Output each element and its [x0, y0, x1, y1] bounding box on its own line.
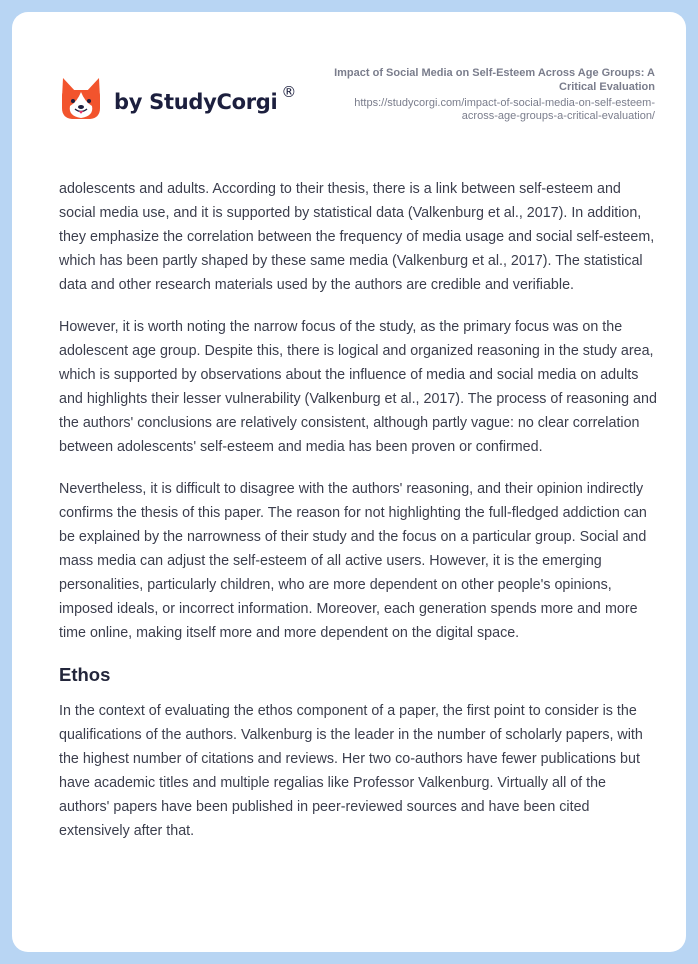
studycorgi-logo[interactable]: [60, 76, 296, 120]
page-header: [12, 12, 686, 162]
article-body: [59, 177, 659, 861]
logo-text: by StudyCorgi: [114, 90, 278, 114]
paragraph: However, it is worth noting the narrow focus of the study, as the primary focus was on the adolescent age group. Despite this, there is logical and organized reasoning in the study area, which is supported by observations about the influence of media and social media on adults and highlights their lesser vulnerability (Valkenburg et al., 2017). The process of reasoning and the authors' conclusions are relatively consistent, although partly vague: no clear correlation between adolescents' self-esteem and media has been proven or confirmed.: [59, 319, 657, 455]
paragraph: adolescents and adults. According to their thesis, there is a link between self-esteem and social media use, and it is supported by statistical data (Valkenburg et al., 2017). In addition, they emphasize the correlation between the frequency of media usage and social self-esteem, which has been partly shaped by these same media (Valkenburg et al., 2017). The statistical data and other research materials used by the authors are credible and verifiable.: [59, 181, 655, 293]
document-card: [12, 12, 686, 952]
registered-mark: ®: [281, 83, 297, 101]
corgi-logo-icon: [60, 76, 102, 120]
document-meta: [325, 66, 655, 123]
paragraph: In the context of evaluating the ethos component of a paper, the first point to consider is the qualifications of the authors. Valkenburg is the leader in the number of scholarly papers, with the highest number of citations and reviews. Her two co-authors have fewer publications but have academic titles and multiple regalias like Professor Valkenburg. Virtually all of the authors' papers have been published in peer-reviewed sources and have been cited extensively after that.: [59, 703, 643, 839]
document-url[interactable]: https://studycorgi.com/impact-of-social-media-on-self-esteem-across-age-groups-a-critical-evaluation/: [354, 97, 655, 122]
document-title: Impact of Social Media on Self-Esteem Across Age Groups: A Critical Evaluation: [334, 67, 655, 93]
section-heading-ethos: Ethos: [59, 664, 111, 685]
paragraph: Nevertheless, it is difficult to disagree with the authors' reasoning, and their opinion indirectly confirms the thesis of this paper. The reason for not highlighting the full-fledged addiction can be explained by the narrowness of their study and the focus on a particular group. Social and mass media can adjust the self-esteem of all active users. However, it is the emerging personalities, particularly children, who are more dependent on other people's opinions, imposed ideals, or incorrect information. Moreover, each generation spends more and more time online, making itself more and more dependent on the digital space.: [59, 481, 647, 641]
